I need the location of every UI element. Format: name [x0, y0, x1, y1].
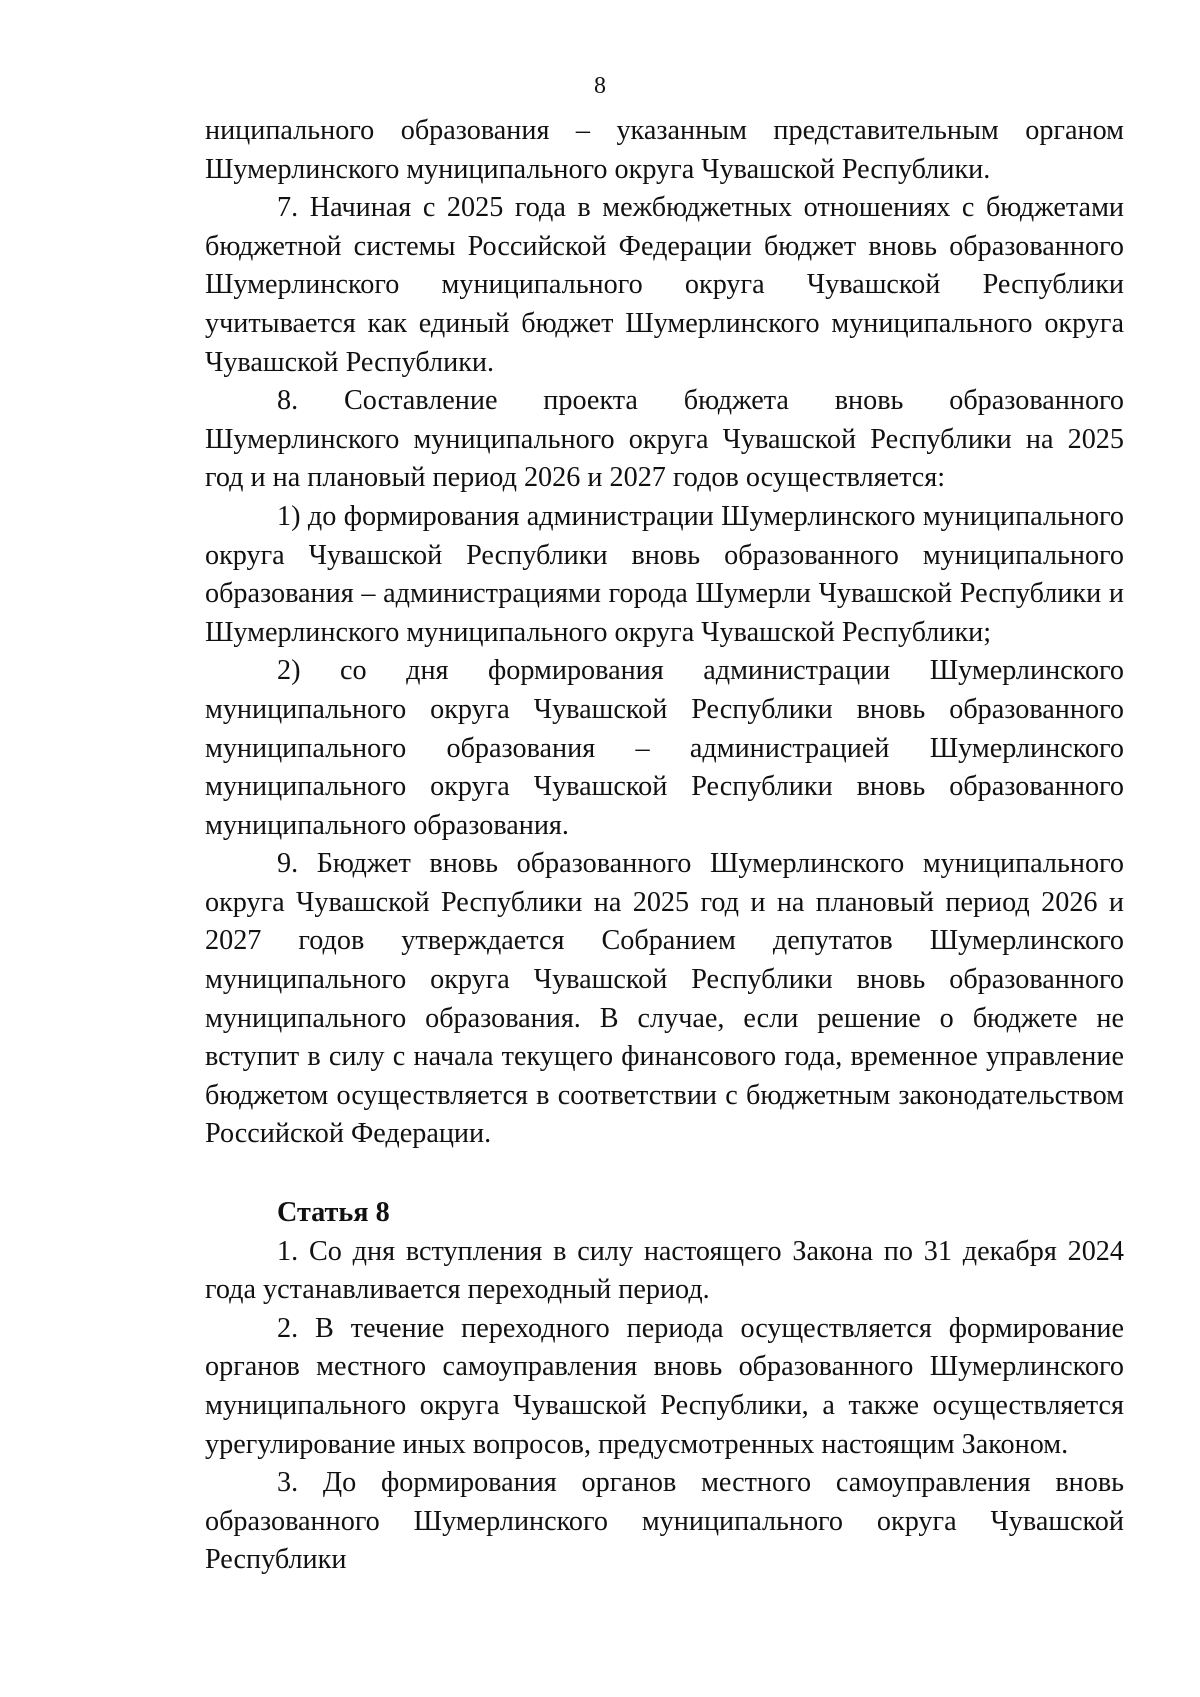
paragraph-article-8-item-3: 3. До формирования органов местного самоуправления вновь образованного Шумерлинского муниципального округа Чувашской Республики — [205, 1467, 1124, 1576]
page-number: 8 — [594, 73, 606, 99]
paragraph-item-8: 8. Составление проекта бюджета вновь образованного Шумерлинского муниципального округа Чувашской Республики на 2025 год и на плановый период 2026 и 2027 годов осуществляется: — [205, 385, 1124, 494]
paragraph-article-8-item-2: 2. В течение переходного периода осуществляется формирование органов местного самоуправления вновь образованного Шумерлинского муниципального округа Чувашской Республики, а также осуществляется урегулирование иных вопросов, предусмотренных настоящим Законом. — [205, 1312, 1124, 1460]
paragraph-item-9: 9. Бюджет вновь образованного Шумерлинского муниципального округа Чувашской Республики на 2025 год и на плановый период 2026 и 2027 годов утверждается Собранием депутатов Шумерлинского муниципального округа Чувашской Республики вновь образованного муниципального образования. В случае, если решение о бюджете не вступит в силу с начала текущего финансового года, временное управление бюджетом осуществляется в соответствии с бюджетным законодательством Российской Федерации. — [205, 848, 1124, 1150]
document-body — [205, 112, 1124, 1580]
paragraph-subitem-2: 2) со дня формирования администрации Шумерлинского муниципального округа Чувашской Республики вновь образованного муниципального образования – администрацией Шумерлинского муниципального округа Чувашской Республики вновь образованного муниципального образования. — [205, 655, 1124, 841]
article-heading: Статья 8 — [277, 1197, 390, 1229]
paragraph-item-7: 7. Начиная с 2025 года в межбюджетных отношениях с бюджетами бюджетной системы Российской Федерации бюджет вновь образованного Шумерлинского муниципального округа Чувашской Республики учитывается как единый бюджет Шумерлинского муниципального округа Чувашской Республики. — [205, 192, 1124, 378]
paragraph-article-8-item-1: 1. Со дня вступления в силу настоящего Закона по 31 декабря 2024 года устанавливается переходный период. — [205, 1235, 1124, 1306]
paragraph-continuation: ниципального образования – указанным представительным органом Шумерлинского муниципального округа Чувашской Республики. — [205, 115, 1124, 185]
paragraph-subitem-1: 1) до формирования администрации Шумерлинского муниципального округа Чувашской Республики вновь образованного муниципального образования – администрациями города Шумерли Чувашской Республики и Шумерлинского муниципального округа Чувашской Республики; — [205, 500, 1124, 648]
